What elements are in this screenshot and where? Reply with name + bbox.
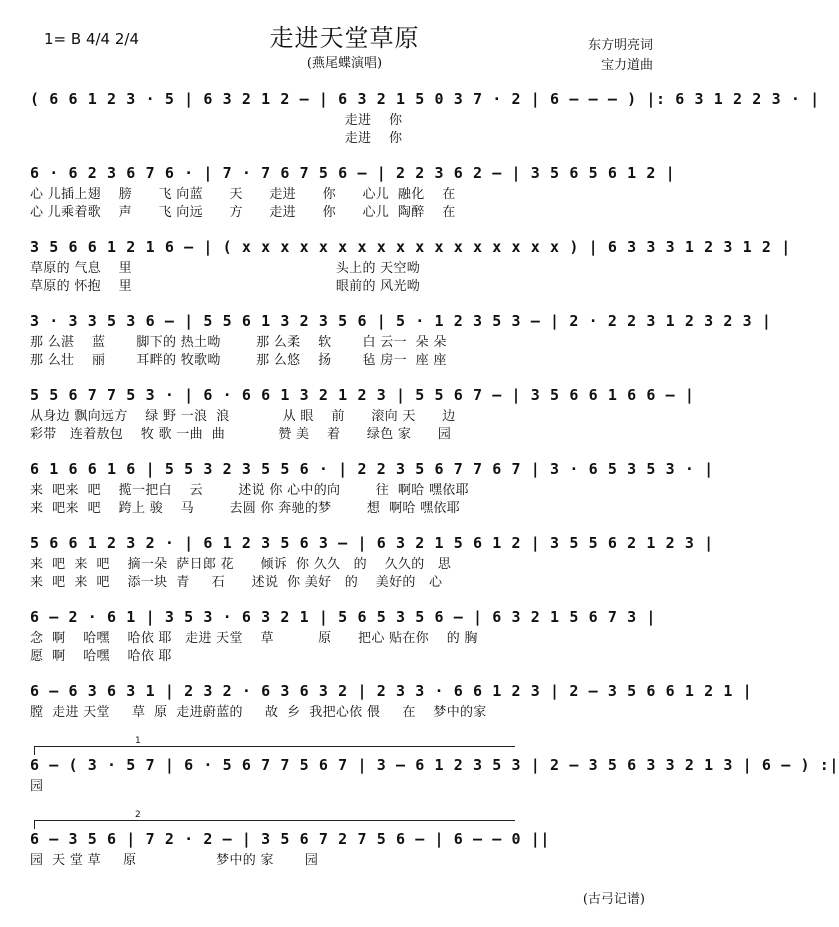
volta-number: 1 [135, 736, 141, 746]
score-system-5 [30, 382, 695, 456]
notation-line: 6 · 6 2 3 6 7 6 · | 7 · 7 6 7 5 6 – | 2 2 3 6 2 – | 3 5 6 5 6 1 2 | [30, 164, 676, 182]
lyric-verse-1: 来 吧来 吧 揽一把白 云 述说 你 心中的向 往 啊哈 嘿依耶 [30, 483, 469, 498]
notation-line: 3 · 3 3 5 3 6 – | 5 5 6 1 3 2 3 5 6 | 5 · 1 2 3 5 3 – | 2 · 2 2 3 1 2 3 2 3 | [30, 312, 772, 330]
lyric-verse-1: 念 啊 哈嘿 哈依 耶 走进 天堂 草 原 把心 贴在你 的 胸 [30, 631, 478, 646]
lyric-verse-2 [30, 722, 660, 740]
volta-bracket-1 [34, 736, 515, 755]
score-system-3 [30, 234, 791, 308]
lyric-verse-2 [30, 796, 660, 814]
lyric-verse-1: 从身边 飘向远方 绿 野 一浪 浪 从 眼 前 滚向 天 边 [30, 409, 456, 424]
lyric-verse-2: 彩带 连着敖包 牧 歌 一曲 曲 赞 美 着 绿色 家 园 [30, 427, 452, 442]
composer-credit: 宝力道曲 [600, 58, 653, 73]
lyric-verse-2: 走进 你 [30, 131, 403, 146]
notation-line: 5 5 6 7 7 5 3 · | 6 · 6 6 1 3 2 1 2 3 | 5 5 6 7 – | 3 5 6 6 1 6 6 – | [30, 386, 695, 404]
performer-credit: (燕尾蝶演唱) [306, 56, 383, 71]
key-signature: 1= B 4/4 2/4 [44, 30, 139, 48]
score-system-10 [30, 736, 839, 826]
lyric-verse-1: 那 么湛 蓝 脚下的 热土呦 那 么柔 软 白 云一 朵 朵 [30, 335, 447, 350]
lyric-verse-2: 来 吧 来 吧 添一块 青 石 述说 你 美好 的 美好的 心 [30, 575, 443, 590]
notation-line: 6 – 2 · 6 1 | 3 5 3 · 6 3 2 1 | 5 6 5 3 5 6 – | 6 3 2 1 5 6 7 3 | [30, 608, 656, 626]
notation-line: 6 – 3 5 6 | 7 2 · 2 – | 3 5 6 7 2 7 5 6 – | 6 – – 0 || [30, 830, 551, 848]
lyric-verse-1: 草原的 气息 里 头上的 天空呦 [30, 261, 421, 276]
score-system-11 [30, 810, 660, 900]
transcriber-credit: (古弓记谱) [582, 892, 645, 907]
notation-line: 5 6 6 1 2 3 2 · | 6 1 2 3 5 6 3 – | 6 3 2 1 5 6 1 2 | 3 5 5 6 2 1 2 3 | [30, 534, 714, 552]
score-system-4 [30, 308, 772, 382]
notation-line: 6 – ( 3 · 5 7 | 6 · 5 6 7 7 5 6 7 | 3 – 6 1 2 3 5 3 | 2 – 3 5 6 3 3 2 1 3 | 6 – ) :| [30, 756, 839, 774]
notation-line: 3 5 6 6 1 2 1 6 – | ( x x x x x x x x x x x x x x x x x ) | 6 3 3 3 1 2 3 1 2 | [30, 238, 791, 256]
lyric-verse-2: 心 儿乘着歌 声 飞 向远 方 走进 你 心儿 陶醉 在 [30, 205, 456, 220]
song-title: 走进天堂草原 [269, 24, 420, 52]
lyric-verse-2: 愿 啊 哈嘿 哈依 耶 [30, 649, 172, 664]
score-system-7 [30, 530, 714, 604]
lyric-verse-1: 来 吧 来 吧 摘一朵 萨日郎 花 倾诉 你 久久 的 久久的 思 [30, 557, 452, 572]
lyric-verse-1: 走进 你 [30, 113, 403, 128]
lyricist-credit: 东方明亮词 [587, 38, 653, 53]
lyric-verse-2: 草原的 怀抱 里 眼前的 风光呦 [30, 279, 421, 294]
lyric-verse-2: 那 么壮 丽 耳畔的 牧歌呦 那 么悠 扬 毡 房一 座 座 [30, 353, 447, 368]
score-system-2 [30, 160, 676, 234]
volta-bracket-2 [34, 810, 515, 829]
lyric-verse-1: 园 [30, 779, 44, 794]
lyric-verse-2: 来 吧来 吧 跨上 骏 马 去圆 你 奔驰的梦 想 啊哈 嘿依耶 [30, 501, 460, 516]
score-system-8 [30, 604, 660, 678]
score-system-1 [30, 86, 820, 160]
score-system-6 [30, 456, 714, 530]
score-systems [30, 86, 839, 900]
score-system-9 [30, 678, 753, 752]
lyric-verse-1: 心 儿插上翅 膀 飞 向蓝 天 走进 你 心儿 融化 在 [30, 187, 456, 202]
volta-number: 2 [135, 810, 141, 820]
notation-line: ( 6 6 1 2 3 · 5 | 6 3 2 1 2 – | 6 3 2 1 5 0 3 7 · 2 | 6 – – – ) |: 6 3 1 2 2 3 · | [30, 90, 820, 108]
notation-line: 6 1 6 6 1 6 | 5 5 3 2 3 5 5 6 · | 2 2 3 5 6 7 7 6 7 | 3 · 6 5 3 5 3 · | [30, 460, 714, 478]
lyric-verse-2 [30, 870, 660, 888]
notation-line: 6 – 6 3 6 3 1 | 2 3 2 · 6 3 6 3 2 | 2 3 3 · 6 6 1 2 3 | 2 – 3 5 6 6 1 2 1 | [30, 682, 753, 700]
lyric-verse-1: 膛 走进 天堂 草 原 走进蔚蓝的 故 乡 我把心依 偎 在 梦中的家 [30, 705, 487, 720]
score-header [0, 0, 689, 80]
lyric-verse-1: 园 天 堂 草 原 梦中的 家 园 [30, 853, 319, 868]
